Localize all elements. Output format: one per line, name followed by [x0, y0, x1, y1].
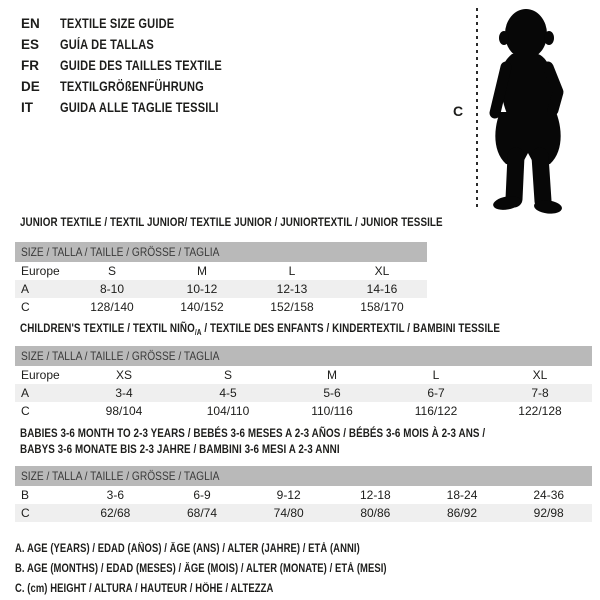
language-title: TEXTILGRÖßENFÜHRUNG	[60, 79, 204, 94]
row-label: A	[21, 386, 30, 400]
language-row	[21, 97, 258, 118]
table-cell: XL	[374, 264, 390, 278]
table-cell: 86/92	[447, 506, 478, 520]
table-cell: 6-7	[427, 386, 445, 400]
row-label: Europe	[21, 368, 60, 382]
table-cell: 68/74	[186, 506, 218, 520]
table-cell: 10-12	[186, 282, 218, 296]
language-title: GUIDE DES TAILLES TEXTILE	[60, 58, 222, 73]
table-cell: 9-12	[276, 488, 301, 502]
footnote-list	[15, 539, 468, 599]
children-title-subscript: /A	[194, 328, 202, 337]
table-cell: 4-5	[219, 386, 237, 400]
table-cell: 98/104	[105, 404, 143, 418]
children-title-prefix: CHILDREN'S TEXTILE / TEXTIL NIÑO	[20, 321, 195, 335]
table-cell: 92/98	[533, 506, 564, 520]
language-code: DE	[21, 79, 40, 94]
table-cell: S	[107, 264, 116, 278]
table-cell: M	[327, 368, 337, 382]
table-cell: 18-24	[446, 488, 478, 502]
footnote	[15, 579, 468, 599]
size-header-bar	[15, 466, 592, 486]
row-label: C	[21, 506, 30, 520]
table-cell: M	[197, 264, 207, 278]
language-row	[21, 55, 258, 76]
table-cell: 3-6	[106, 488, 124, 502]
junior-table-title-text: JUNIOR TEXTILE / TEXTIL JUNIOR/ TEXTILE JUNIOR / JUNIORTEXTIL / JUNIOR TESSILE	[20, 215, 443, 229]
language-code: EN	[21, 16, 40, 31]
table-cell: XS	[115, 368, 132, 382]
table-cell: 8-10	[99, 282, 125, 296]
children-table-title	[20, 321, 600, 337]
babies-title-line2: BABYS 3-6 MONATE BIS 2-3 JAHRE / BAMBINI 3-6 MESI A 2-3 ANNI	[20, 442, 340, 456]
table-cell: 152/158	[270, 300, 314, 314]
language-title-list	[21, 13, 258, 118]
row-label: A	[21, 282, 30, 296]
language-title: GUÍA DE TALLAS	[60, 37, 154, 52]
children-size-table	[15, 346, 592, 420]
table-cell: 12-18	[360, 488, 391, 502]
size-header-bar	[15, 242, 427, 262]
language-title: GUIDA ALLE TAGLIE TESSILI	[60, 100, 219, 115]
toddler-silhouette-icon	[487, 4, 589, 214]
table-cell: 74/80	[273, 506, 304, 520]
language-title: TEXTILE SIZE GUIDE	[60, 16, 175, 31]
table-cell: 12-13	[276, 282, 308, 296]
junior-size-table	[15, 242, 427, 316]
height-measure-label: C	[453, 103, 464, 119]
children-table-title-text	[20, 321, 500, 337]
table-cell: 80/86	[360, 506, 391, 520]
table-row	[15, 366, 592, 384]
table-cell: 128/140	[90, 300, 134, 314]
table-row	[15, 298, 427, 316]
table-cell: L	[288, 264, 296, 278]
table-row	[15, 402, 592, 420]
language-code: IT	[21, 100, 33, 115]
table-cell: 158/170	[360, 300, 404, 314]
babies-size-table	[15, 466, 592, 522]
table-cell: 104/110	[206, 404, 250, 418]
size-header-bar	[15, 346, 592, 366]
table-row	[15, 486, 592, 504]
junior-table-title	[20, 215, 535, 229]
row-label: C	[21, 300, 30, 314]
children-title-suffix: / TEXTILE DES ENFANTS / KINDERTEXTIL / BAMBINI TESSILE	[201, 321, 501, 335]
language-row	[21, 34, 258, 55]
babies-title-line1: BABIES 3-6 MONTH TO 2-3 YEARS / BEBÉS 3-6 MESES A 2-3 AÑOS / BÉBÉS 3-6 MOIS À 2-3 ANS /	[20, 426, 486, 440]
table-cell: 24-36	[533, 488, 565, 502]
table-cell: 116/122	[414, 404, 458, 418]
table-cell: 110/116	[311, 404, 353, 418]
footnote-text: A. AGE (YEARS) / EDAD (AÑOS) / ÂGE (ANS) / ALTER (JAHRE) / ETÀ (ANNI)	[15, 543, 360, 555]
table-cell: 140/152	[180, 300, 224, 314]
footnote-text: C. (cm) HEIGHT / ALTURA / HAUTEUR / HÖHE / ALTEZZA	[15, 583, 274, 595]
language-code: ES	[21, 37, 40, 52]
height-measure-line	[476, 8, 478, 208]
footnote	[15, 539, 468, 559]
row-label: B	[21, 488, 30, 502]
footnote	[15, 559, 468, 579]
row-label: Europe	[21, 264, 60, 278]
table-cell: 62/68	[100, 506, 131, 520]
size-header-text: SIZE / TALLA / TAILLE / GRÖSSE / TAGLIA	[21, 349, 220, 363]
table-row	[15, 504, 592, 522]
language-code: FR	[21, 58, 39, 73]
table-cell: 7-8	[531, 386, 549, 400]
size-header-text: SIZE / TALLA / TAILLE / GRÖSSE / TAGLIA	[21, 469, 220, 483]
babies-table-title	[20, 425, 587, 457]
size-header-text: SIZE / TALLA / TAILLE / GRÖSSE / TAGLIA	[21, 245, 220, 259]
table-row	[15, 262, 427, 280]
table-cell: XL	[532, 368, 548, 382]
table-cell: L	[432, 368, 440, 382]
language-row	[21, 76, 258, 97]
table-cell: 3-4	[115, 386, 133, 400]
footnote-text: B. AGE (MONTHS) / EDAD (MESES) / ÂGE (MOIS) / ALTER (MONATE) / ETÀ (MESI)	[15, 563, 387, 575]
row-label: C	[21, 404, 30, 418]
table-row	[15, 280, 427, 298]
language-row	[21, 13, 258, 34]
table-cell: 5-6	[323, 386, 341, 400]
table-cell: S	[223, 368, 232, 382]
table-cell: 14-16	[366, 282, 398, 296]
table-row	[15, 384, 592, 402]
table-cell: 6-9	[193, 488, 211, 502]
table-cell: 122/128	[518, 404, 562, 418]
